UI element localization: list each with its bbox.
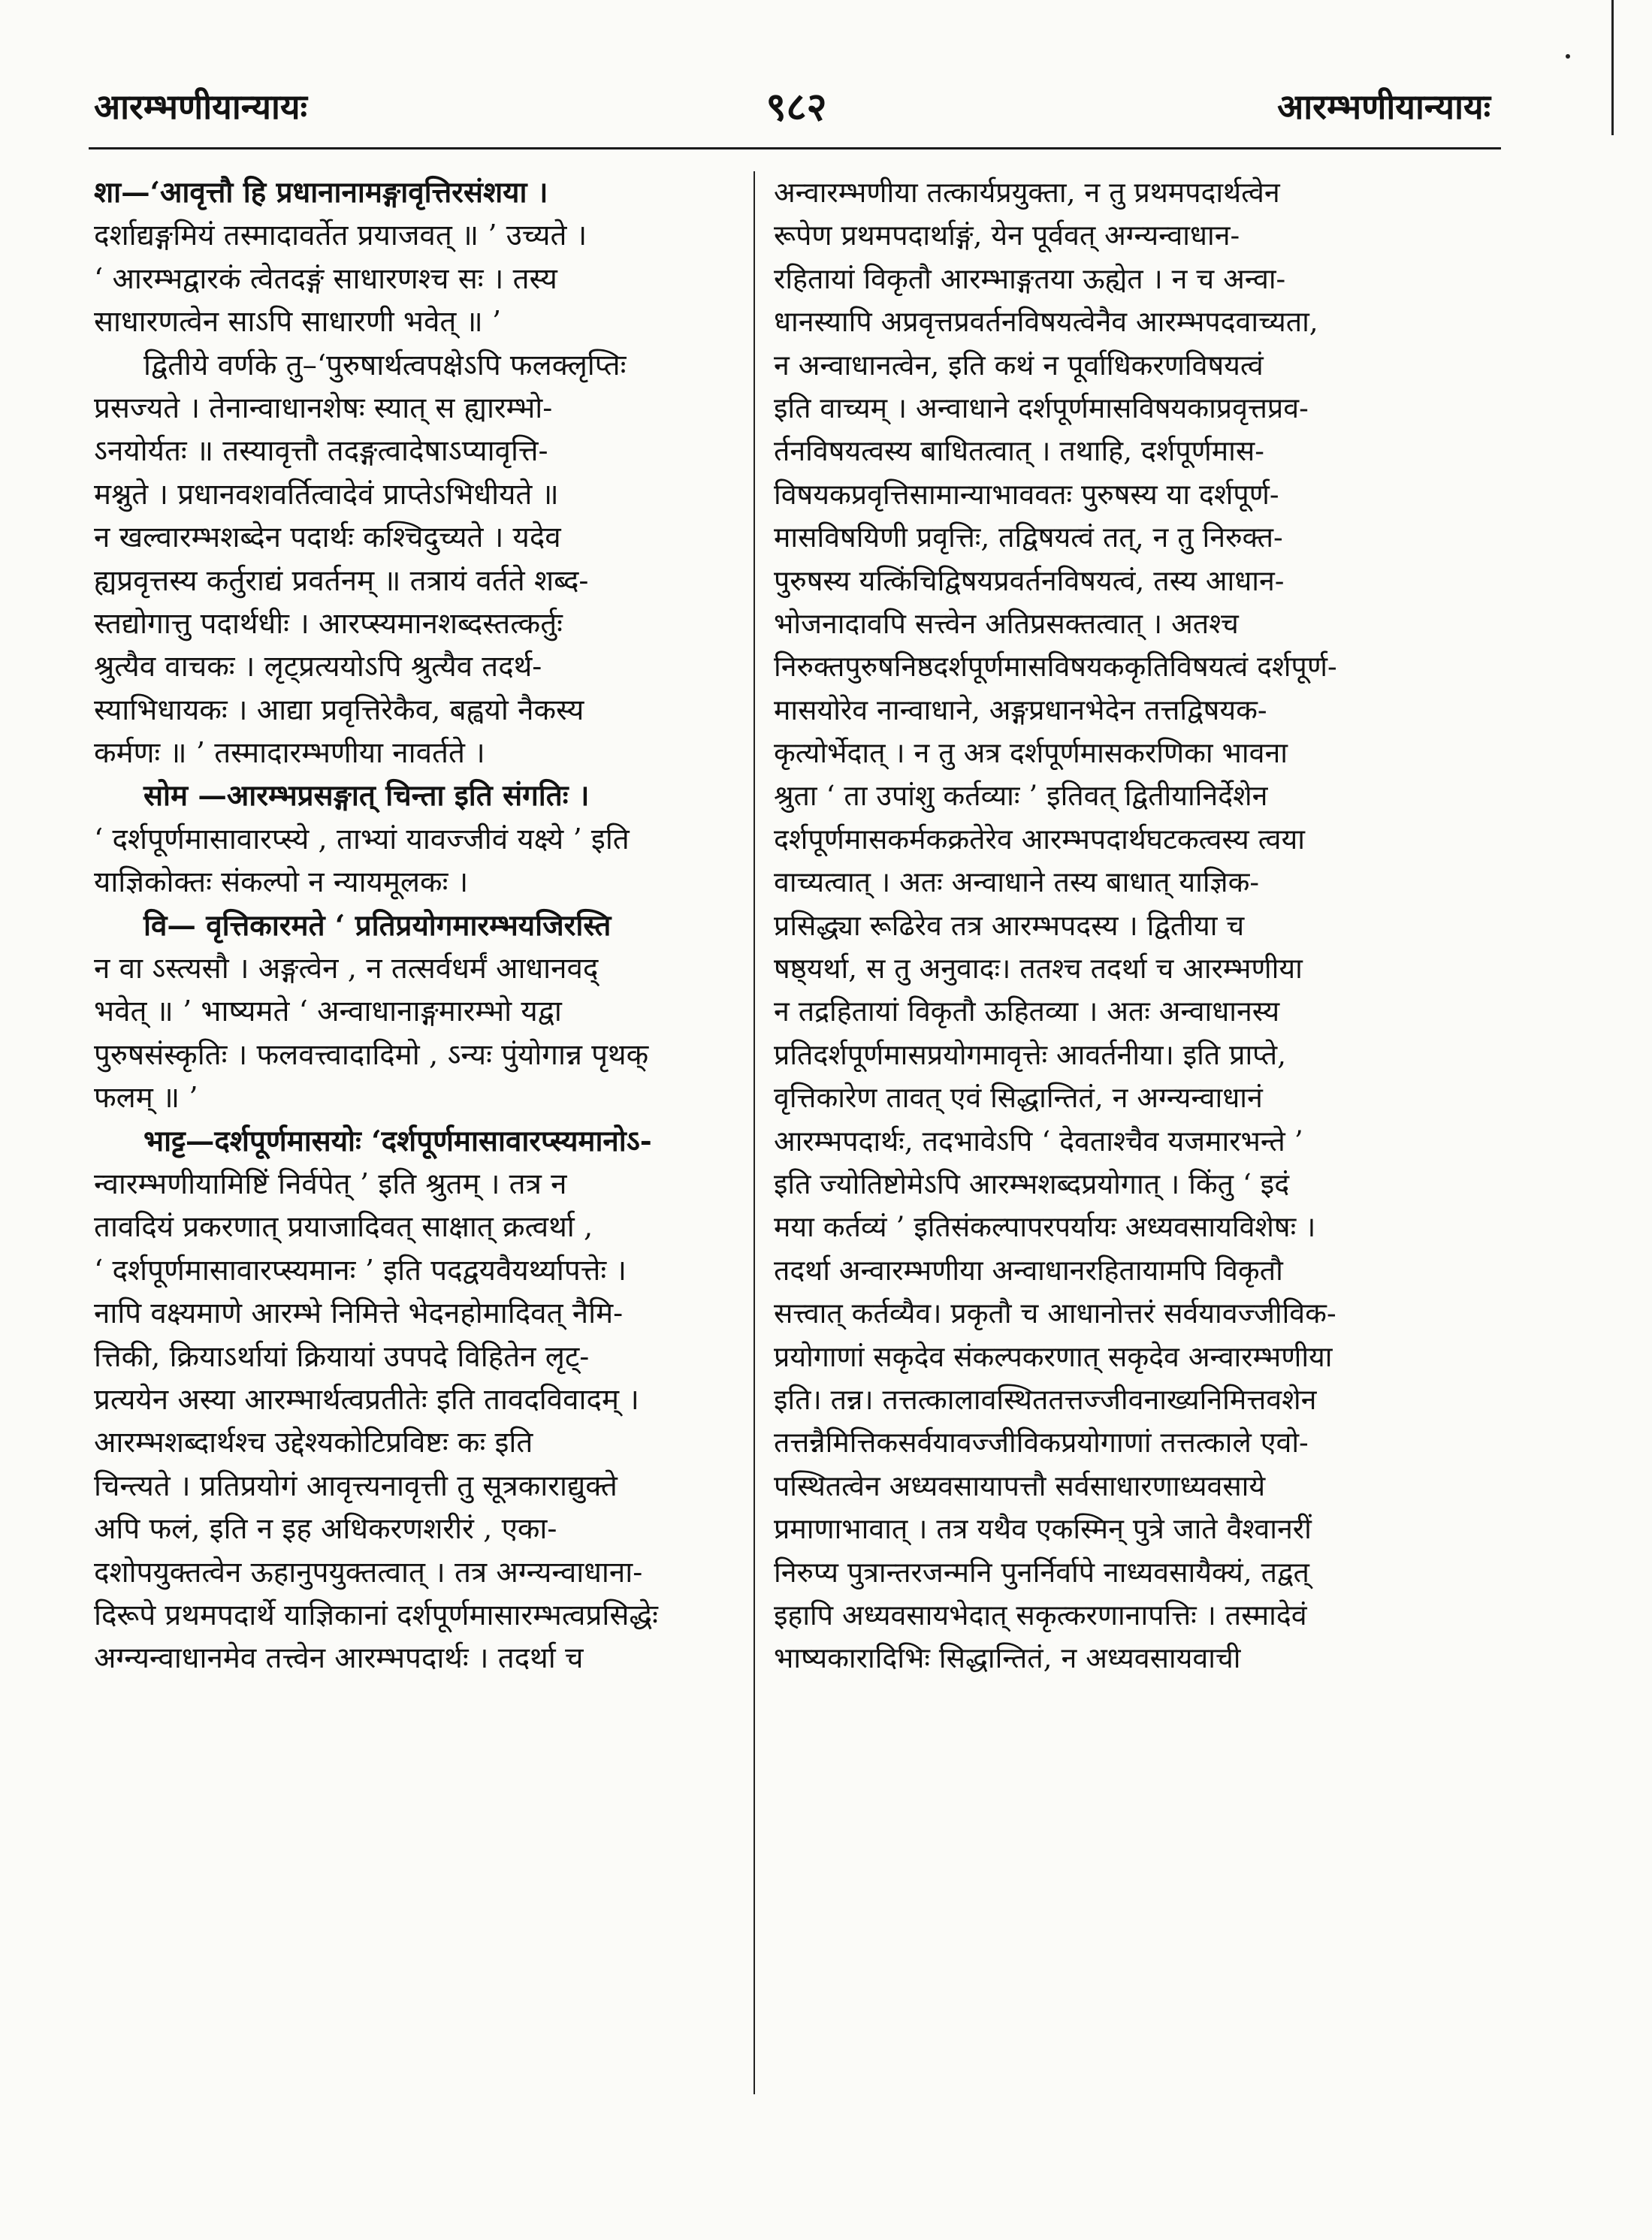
left-column <box>94 171 740 1680</box>
text-line: दर्शाद्यङ्गमियं तस्मादावर्तेत प्रयाजवत् ॥ ’ उच्यते । <box>94 219 587 253</box>
text-line: निरुक्तपुरुषनिष्ठदर्शपूर्णमासविषयककृतिविषयत्वं दर्शपूर्ण- <box>774 650 1337 684</box>
text-line: तावदियं प्रकरणात् प्रयाजादिवत् साक्षात् क्रत्वर्था , <box>94 1210 593 1245</box>
text-line: प्रयोगाणां सकृदेव संकल्पकरणात् सकृदेव अन्वारम्भणीया <box>774 1339 1333 1373</box>
text-line: ‘ दर्शपूर्णमासावारप्स्ये , ताभ्यां यावज्जीवं यक्ष्ये ’ इति <box>94 822 630 856</box>
text-line: दशोपयुक्तत्वेन ऊहानुपयुक्तत्वात् । तत्र अग्न्यन्वाधाना- <box>94 1555 643 1589</box>
text-line: भवेत् ॥ ’ भाष्यमते ‘ अन्वाधानाङ्गमारम्भो यद्वा <box>94 995 562 1029</box>
text-line: आरम्भपदार्थः, तदभावेऽपि ‘ देवताश्चैव यजमारभन्ते ’ <box>774 1124 1303 1158</box>
text-line: मया कर्तव्यं ’ इतिसंकल्पापरपर्यायः अध्यवसायविशेषः । <box>774 1210 1316 1244</box>
text-line: इति वाच्यम् । अन्वाधाने दर्शपूर्णमासविषयकाप्रवृत्तप्रव- <box>774 391 1309 424</box>
text-line: रूपेण प्रथमपदार्थाङ्गं, येन पूर्ववत् अग्न्यन्वाधान- <box>774 219 1240 252</box>
text-line: कर्मणः ॥ ’ तस्मादारम्भणीया नावर्तते । <box>94 736 485 771</box>
text-line: पस्थितत्वेन अध्यवसायापत्तौ सर्वसाधारणाध्यवसाये <box>774 1469 1266 1502</box>
text-line: सोम —आरम्भप्रसङ्गात् चिन्ता इति संगतिः । <box>143 779 590 814</box>
text-line: मासविषयिणी प्रवृत्तिः, तद्विषयत्वं तत्, न तु निरुक्त- <box>774 521 1283 554</box>
text-line: श्रुत्यैव वाचकः । लृट्प्रत्ययोऽपि श्रुत्यैव तदर्थ- <box>94 650 542 684</box>
text-line: ‘ आरम्भद्वारकं त्वेतदङ्गं साधारणश्च सः । तस्य <box>94 261 557 296</box>
text-line: शा—‘आवृत्तौ हि प्रधानानामङ्गावृत्तिरसंशया । <box>94 176 548 210</box>
text-line: श्रुता ‘ ता उपांशु कर्तव्याः ’ इतिवत् द्वितीयानिर्देशेन <box>774 779 1268 813</box>
text-line: इहापि अध्यवसायभेदात् सकृत्करणानापत्तिः । तस्मादेवं <box>774 1598 1307 1632</box>
text-line: न तद्रहितायां विकृतौ ऊहितव्या । अतः अन्वाधानस्य <box>774 995 1280 1028</box>
text-line: ‘ दर्शपूर्णमासावारप्स्यमानः ’ इति पदद्वयवैयर्थ्यापत्तेः । <box>94 1253 627 1288</box>
text-line: अन्वारम्भणीया तत्कार्यप्रयुक्ता, न तु प्रथमपदार्थत्वेन <box>774 176 1280 209</box>
text-line: फलम् ॥ ’ <box>94 1081 198 1115</box>
text-line: स्तद्योगात्तु पदार्थधीः । आरप्स्यमानशब्दस्तत्कर्तुः <box>94 606 563 641</box>
text-line: भोजनादावपि सत्त्वेन अतिप्रसक्तत्वात् । अतश्च <box>774 606 1239 640</box>
text-line: कृत्योर्भेदात् । न तु अत्र दर्शपूर्णमासकरणिका भावना <box>774 736 1288 770</box>
text-line: पुरुषस्य यत्किंचिद्विषयप्रवर्तनविषयत्वं, तस्य आधान- <box>774 563 1285 597</box>
text-line: वृत्तिकारेण तावत् एवं सिद्धान्तितं, न अग्न्यन्वाधानं <box>774 1081 1263 1115</box>
text-line: न वा ऽस्त्यसौ । अङ्गत्वेन , न तत्सर्वधर्मं आधानवद् <box>94 952 599 986</box>
text-line: तत्तन्नैमित्तिकसर्वयावज्जीविकप्रयोगाणां तत्तत्काले एवो- <box>774 1426 1309 1460</box>
text-line: भाट्ट—दर्शपूर्णमासयोः ‘दर्शपूर्णमासावारप्स्यमानोऽ- <box>143 1124 652 1158</box>
text-line: तदर्था अन्वारम्भणीया अन्वाधानरहितायामपि विकृतौ <box>774 1253 1283 1287</box>
page-header <box>0 0 1652 173</box>
text-line: भाष्यकारादिभिः सिद्धान्तितं, न अध्यवसायवाची <box>774 1641 1241 1675</box>
column-divider <box>754 171 755 2094</box>
running-title-left: आरम्भणीयान्यायः <box>94 86 307 127</box>
text-line: सत्त्वात् कर्तव्यैव। प्रकृतौ च आधानोत्तरं सर्वयावज्जीविक- <box>774 1297 1336 1330</box>
text-line: साधारणत्वेन साऽपि साधारणी भवेत् ॥ ’ <box>94 305 502 340</box>
text-line: वि— वृत्तिकारमते ‘ प्रतिप्रयोगमारम्भयजिरस्ति <box>143 908 612 943</box>
text-line: इति। तन्न। तत्तत्कालावस्थिततत्तज्जीवनाख्यनिमित्तवशेन <box>774 1382 1317 1416</box>
text-line: प्रतिदर्शपूर्णमासप्रयोगमावृत्तेः आवर्तनीया। इति प्राप्ते, <box>774 1037 1287 1071</box>
text-line: द्वितीये वर्णके तु–‘पुरुषार्थत्वपक्षेऽपि फलक्लृप्तिः <box>143 348 627 382</box>
text-line: प्रसिद्ध्या रूढिरेव तत्र आरम्भपदस्य । द्वितीया च <box>774 908 1245 942</box>
text-line: स्याभिधायकः । आद्या प्रवृत्तिरेकैव, बह्वयो नैकस्य <box>94 693 584 727</box>
text-line: न्वारम्भणीयामिष्टिं निर्वपेत् ’ इति श्रुतम् । तत्र न <box>94 1167 567 1201</box>
margin-mark <box>1611 0 1614 135</box>
right-column <box>774 171 1476 1680</box>
text-line: न अन्वाधानत्वेन, इति कथं न पूर्वाधिकरणविषयत्वं <box>774 348 1264 382</box>
text-line: धानस्यापि अप्रवृत्तप्रवर्तनविषयत्वेनैव आरम्भपदवाच्यता, <box>774 305 1318 339</box>
text-line: वाच्यत्वात् । अतः अन्वाधाने तस्य बाधात् याज्ञिक- <box>774 865 1260 899</box>
text-line: चिन्त्यते । प्रतिप्रयोगं आवृत्त्यनावृत्ती तु सूत्रकाराद्युक्ते <box>94 1469 618 1503</box>
page-number: ९८२ <box>766 84 827 130</box>
text-line: पुरुषसंस्कृतिः । फलवत्त्वादादिमो , ऽन्यः पुंयोगान्न पृथक् <box>94 1037 649 1072</box>
text-line: आरम्भशब्दार्थश्च उद्देश्यकोटिप्रविष्टः कः इति <box>94 1426 533 1460</box>
text-line: दिरूपे प्रथमपदार्थे याज्ञिकानां दर्शपूर्णमासारम्भत्वप्रसिद्धेः <box>94 1598 658 1632</box>
text-line: प्रत्ययेन अस्या आरम्भार्थत्वप्रतीतेः इति तावदविवादम् । <box>94 1382 639 1417</box>
margin-dot <box>1566 54 1570 59</box>
text-line: अग्न्यन्वाधानमेव तत्त्वेन आरम्भपदार्थः । तदर्था च <box>94 1641 584 1676</box>
running-title-right: आरम्भणीयान्यायः <box>1277 86 1490 127</box>
text-line: विषयकप्रवृत्तिसामान्याभाववतः पुरुषस्य या दर्शपूर्ण- <box>774 477 1279 511</box>
text-line: मासयोरेव नान्वाधाने, अङ्गप्रधानभेदेन तत्तद्विषयक- <box>774 693 1267 726</box>
text-line: र्तनविषयत्वस्य बाधितत्वात् । तथाहि, दर्शपूर्णमास- <box>774 434 1264 468</box>
text-line: त्तिकी, क्रियाऽर्थायां क्रियायां उपपदे विहितेन लृट्- <box>94 1339 590 1374</box>
text-line: ह्यप्रवृत्तस्य कर्तुराद्यं प्रवर्तनम् ॥ तत्रायं वर्तते शब्द- <box>94 563 589 598</box>
text-line: प्रसज्यते । तेनान्वाधानशेषः स्यात् स ह्यारम्भो- <box>94 391 553 425</box>
text-line: अपि फलं, इति न इह अधिकरणशरीरं , एका- <box>94 1512 557 1547</box>
text-line: याज्ञिकोक्तः संकल्पो न न्यायमूलकः । <box>94 865 469 900</box>
text-line: न खल्वारम्भशब्देन पदार्थः कश्चिदुच्यते । यदेव <box>94 521 561 555</box>
text-line: मश्नुते । प्रधानवशवर्तित्वादेवं प्राप्तेऽभिधीयते ॥ <box>94 477 559 512</box>
text-line: इति ज्योतिष्टोमेऽपि आरम्भशब्दप्रयोगात् । किंतु ‘ इदं <box>774 1167 1290 1200</box>
header-rule <box>89 147 1501 149</box>
text-line: रहितायां विकृतौ आरम्भाङ्गतया ऊह्येत । न च अन्वा- <box>774 261 1286 295</box>
text-line: निरुप्य पुत्रान्तरजन्मनि पुनर्निर्वापे नाध्यवसायैक्यं, तद्वत् <box>774 1555 1309 1589</box>
text-line: प्रमाणाभावात् । तत्र यथैव एकस्मिन् पुत्रे जाते वैश्वानरीं <box>774 1512 1312 1546</box>
text-line: दर्शपूर्णमासकर्मकक्रतेरेव आरम्भपदार्थघटकत्वस्य त्वया <box>774 822 1305 856</box>
text-line: षष्ठ्यर्था, स तु अनुवादः। ततश्च तदर्था च आरम्भणीया <box>774 952 1303 986</box>
text-line: नापि वक्ष्यमाणे आरम्भे निमित्ते भेदनहोमादिवत् नैमि- <box>94 1297 624 1331</box>
text-line: ऽनयोर्यतः ॥ तस्यावृत्तौ तदङ्गत्वादेषाऽप्यावृत्ति- <box>94 434 548 469</box>
